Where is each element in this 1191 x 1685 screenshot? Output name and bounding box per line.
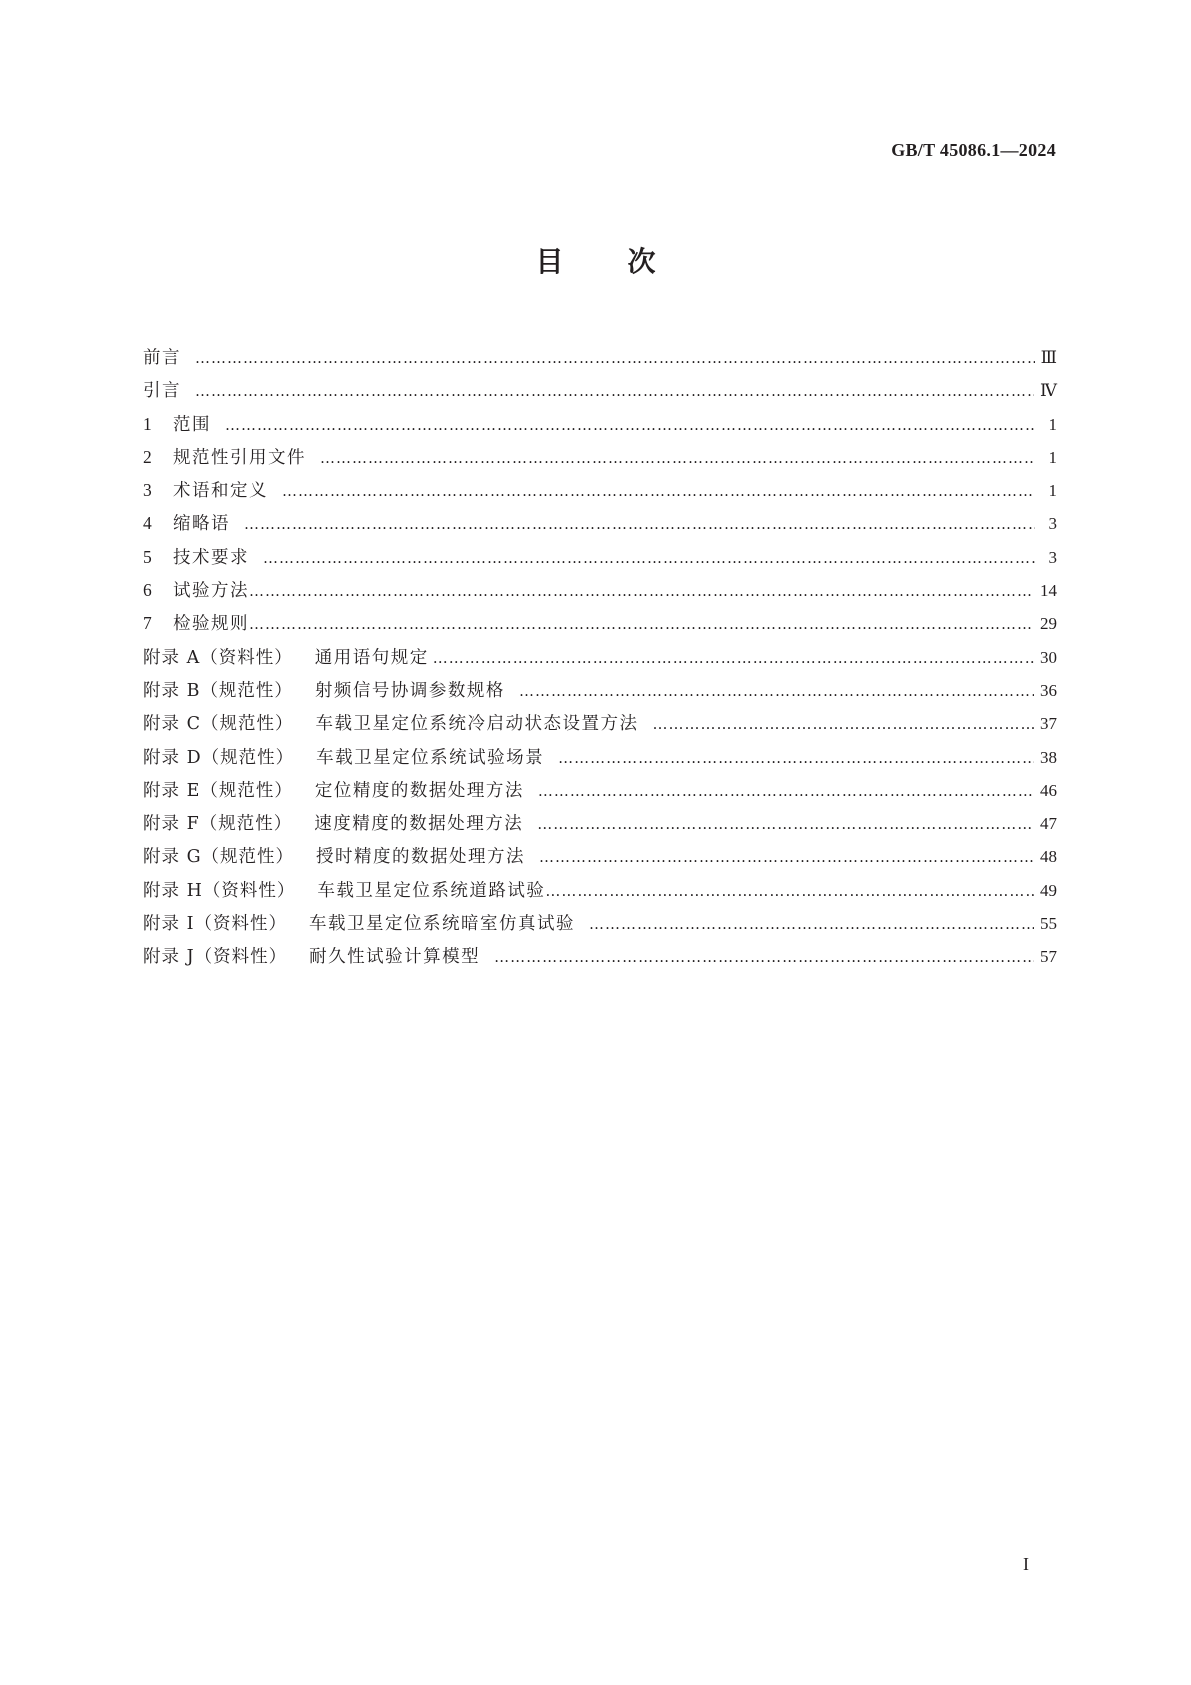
annex-prefix: 附录 A <box>143 647 201 668</box>
toc-title <box>0 244 1191 280</box>
toc-entry-label: 检验规则 <box>173 614 249 635</box>
toc-entry-label: 车载卫星定位系统试验场景 <box>316 747 545 768</box>
dot-leader <box>538 775 1034 808</box>
toc-entry-label: 耐久性试验计算模型 <box>309 947 481 968</box>
toc-entry-page: 46 <box>1040 780 1057 800</box>
toc-entry-page: 30 <box>1040 647 1057 667</box>
annex-type: （规范性） <box>199 814 293 835</box>
dot-leader <box>249 575 1034 608</box>
toc-entry-number: 3 <box>143 480 152 501</box>
toc-entry-label: 通用语句规定 <box>314 647 429 668</box>
toc-entry-annex-i[interactable] <box>143 907 1057 940</box>
toc-entry-label: 前言 <box>143 348 181 368</box>
toc-title-char-1: 目 <box>535 245 564 278</box>
dot-leader <box>537 808 1034 841</box>
annex-prefix: 附录 C <box>143 714 201 735</box>
toc-entry-page: 49 <box>1040 880 1057 900</box>
toc-entry-label: 速度精度的数据处理方法 <box>314 814 524 835</box>
toc-entry-technical-requirements[interactable] <box>143 541 1057 574</box>
toc-entry-normative-references[interactable] <box>143 441 1057 474</box>
toc-entry-label: 定位精度的数据处理方法 <box>314 780 524 801</box>
toc-entry-label: 缩略语 <box>173 514 230 535</box>
toc-entry-annex-b[interactable] <box>143 674 1057 707</box>
toc-entry-page: 48 <box>1040 847 1057 867</box>
table-of-contents <box>143 341 1057 974</box>
toc-entry-terms-definitions[interactable] <box>143 474 1057 507</box>
toc-entry-page: Ⅳ <box>1040 381 1057 401</box>
dot-leader <box>519 675 1034 708</box>
toc-entry-number: 6 <box>143 580 152 601</box>
toc-entry-number: 2 <box>143 446 152 467</box>
toc-entry-annex-c[interactable] <box>143 707 1057 740</box>
dot-leader <box>195 342 1035 375</box>
toc-entry-number: 1 <box>143 413 152 434</box>
toc-entry-label: 车载卫星定位系统冷启动状态设置方法 <box>315 714 639 735</box>
toc-entry-page: 55 <box>1040 914 1057 934</box>
toc-entry-number: 5 <box>143 546 152 567</box>
annex-type: （规范性） <box>200 680 293 701</box>
toc-entry-page: 3 <box>1048 547 1057 567</box>
toc-entry-page: 1 <box>1048 414 1057 434</box>
toc-entry-annex-j[interactable] <box>143 940 1057 973</box>
toc-entry-label: 规范性引用文件 <box>173 447 306 468</box>
toc-entry-page: 57 <box>1040 947 1057 967</box>
toc-entry-introduction[interactable] <box>143 374 1057 407</box>
toc-entry-annex-e[interactable] <box>143 774 1057 807</box>
dot-leader <box>494 941 1034 974</box>
dot-leader <box>263 542 1035 575</box>
dot-leader <box>545 875 1034 908</box>
toc-entry-scope[interactable] <box>143 408 1057 441</box>
toc-entry-label: 射频信号协调参数规格 <box>314 680 505 701</box>
toc-entry-label: 授时精度的数据处理方法 <box>316 847 526 868</box>
annex-prefix: 附录 J <box>143 947 195 968</box>
dot-leader <box>249 608 1034 641</box>
annex-prefix: 附录 I <box>143 914 195 935</box>
toc-entry-page: Ⅲ <box>1040 348 1057 367</box>
toc-entry-label: 试验方法 <box>173 581 249 602</box>
toc-entry-number: 7 <box>143 613 152 634</box>
annex-type: （资料性） <box>202 880 296 901</box>
dot-leader <box>244 508 1035 541</box>
toc-entry-inspection-rules[interactable] <box>143 607 1057 640</box>
dot-leader <box>195 375 1034 408</box>
toc-entry-foreword[interactable] <box>143 341 1057 374</box>
toc-entry-annex-d[interactable] <box>143 741 1057 774</box>
annex-prefix: 附录 G <box>143 847 202 868</box>
annex-prefix: 附录 E <box>143 780 201 801</box>
dot-leader <box>589 908 1034 941</box>
annex-type: （规范性） <box>201 847 295 868</box>
annex-type: （资料性） <box>194 914 287 935</box>
annex-type: （规范性） <box>200 780 293 801</box>
toc-entry-page: 37 <box>1040 714 1057 734</box>
toc-title-char-2: 次 <box>627 245 656 278</box>
dot-leader <box>320 442 1035 475</box>
annex-prefix: 附录 B <box>143 680 201 701</box>
annex-prefix: 附录 F <box>143 814 200 835</box>
toc-entry-test-methods[interactable] <box>143 574 1057 607</box>
annex-prefix: 附录 D <box>143 747 202 768</box>
toc-entry-label: 车载卫星定位系统道路试验 <box>317 880 546 901</box>
toc-entry-page: 47 <box>1040 814 1057 834</box>
toc-entry-page: 1 <box>1048 481 1057 501</box>
standard-code: GB/T 45086.1—2024 <box>891 140 1056 160</box>
toc-entry-page: 38 <box>1040 747 1057 767</box>
toc-entry-page: 29 <box>1040 614 1057 634</box>
toc-entry-page: 1 <box>1048 447 1057 467</box>
dot-leader <box>225 409 1035 442</box>
page-number: I <box>1023 1554 1029 1574</box>
dot-leader <box>282 475 1035 508</box>
toc-entry-page: 36 <box>1040 680 1057 700</box>
toc-entry-label: 术语和定义 <box>173 481 268 502</box>
annex-type: （资料性） <box>200 647 293 668</box>
annex-type: （资料性） <box>194 947 288 968</box>
toc-entry-page: 3 <box>1048 514 1057 534</box>
toc-entry-label: 范围 <box>173 414 211 435</box>
annex-prefix: 附录 H <box>143 880 203 901</box>
toc-entry-number: 4 <box>143 513 152 534</box>
toc-entry-page: 14 <box>1040 581 1057 601</box>
toc-entry-annex-g[interactable] <box>143 840 1057 873</box>
annex-type: （规范性） <box>200 714 294 735</box>
toc-entry-label: 引言 <box>143 381 181 402</box>
toc-entry-abbreviations[interactable] <box>143 507 1057 540</box>
toc-entry-annex-a[interactable] <box>143 641 1057 674</box>
dot-leader <box>652 708 1034 741</box>
dot-leader <box>539 841 1034 874</box>
toc-entry-annex-f[interactable] <box>143 807 1057 840</box>
toc-entry-label: 技术要求 <box>173 547 249 568</box>
toc-entry-annex-h[interactable] <box>143 874 1057 907</box>
annex-type: （规范性） <box>201 747 295 768</box>
dot-leader <box>433 642 1034 675</box>
dot-leader <box>558 742 1034 775</box>
toc-entry-label: 车载卫星定位系统暗室仿真试验 <box>308 914 575 935</box>
